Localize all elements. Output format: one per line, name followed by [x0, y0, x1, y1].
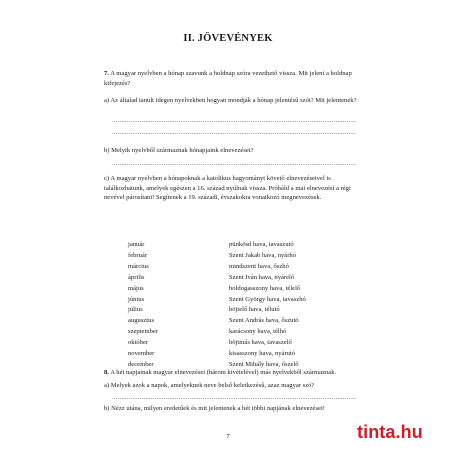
question-8a [104, 381, 366, 391]
question-8a-text: a) Melyek azok a napok, amelyeknek neve belső keletkezésű, azaz magyar szó? [104, 382, 315, 389]
answer-line: .................................................................................................................................... [112, 394, 356, 401]
month-name: február [128, 251, 148, 259]
question-7a-text: a) Az általad tanult idegen nyelvekben hogyan mondják a hónap jelentésű szót? Mit jelentenek? [104, 97, 357, 104]
old-month-name: Szent Jakab hava, nyárhó [229, 251, 297, 259]
question-7-number: 7. [104, 70, 109, 77]
month-name: július [128, 306, 143, 314]
old-month-name: böjtelő hava, télutó [229, 306, 280, 314]
month-name: augusztus [128, 317, 155, 325]
month-name: május [128, 284, 144, 292]
question-8-number: 8. [104, 369, 109, 376]
question-7a [104, 96, 366, 106]
answer-line: .................................................................................................................................... [112, 129, 356, 136]
old-month-name: Szent Mihály hava, őszelő [229, 360, 299, 368]
question-7c [104, 174, 366, 203]
chapter-title: II. JÖVEVÉNYEK [183, 33, 273, 44]
question-7-text: A magyar nyelvben a hónap szavunk a holdnap szóra vezethető vissza. Mit jelent a holdnap kifejezés? [104, 70, 352, 87]
question-8-text: A hét napjainak magyar elnevezései (három kivételével) más nyelvekből származnak. [110, 369, 337, 376]
month-name: október [128, 339, 149, 347]
publisher-logo: tinta.hu [357, 422, 423, 442]
old-month-name: pünkösd hava, tavaszutó [229, 241, 294, 248]
question-7b-text: b) Melyik nyelvből származnak hónapjaink elnevezései? [104, 147, 254, 154]
old-month-name: Szent András hava, őszutó [229, 317, 299, 325]
question-8-intro [104, 368, 366, 378]
question-8b [104, 404, 366, 414]
month-name: június [128, 295, 145, 303]
old-month-name: boldogasszony hava, télelő [229, 284, 301, 292]
answer-line: .................................................................................................................................... [112, 117, 356, 124]
old-month-names [229, 240, 306, 371]
question-7-intro [104, 69, 366, 88]
month-name: január [128, 241, 145, 248]
answer-line: .................................................................................................................................... [112, 160, 356, 167]
question-7b [104, 146, 366, 156]
modern-month-names [128, 240, 158, 371]
old-month-name: Szent Iván hava, nyárelő [229, 273, 295, 281]
month-name: április [128, 273, 145, 281]
old-month-name: kisasszony hava, nyárutó [229, 350, 296, 358]
old-month-name: Szent György hava, tavaszhó [229, 295, 306, 303]
old-month-name: karácsony hava, télhó [229, 328, 287, 336]
month-name: szeptember [128, 328, 159, 336]
question-7c-text: c) A magyar nyelvben a hónapoknak a katolikus hagyományt követő elnevezéseivel is találkozhatunk, amelyek egészen a 16. század nyúlnak vissza. Próbáld a mai elnevezést a régi nevével párosítani! Segítenek a 19. századi, évszakokra vonatkozó megnevezések. [104, 175, 351, 202]
month-name: december [128, 360, 154, 368]
page-number: 7 [226, 433, 230, 440]
month-name: március [128, 262, 149, 270]
old-month-name: mindszent hava, őszhó [229, 262, 289, 270]
old-month-name: böjtmás hava, tavaszelő [229, 339, 292, 347]
month-name: november [128, 350, 155, 358]
question-8b-text: b) Nézz utána, milyen eredetűek és mit jelentenek a hét többi napjának elnevezései! [104, 405, 325, 412]
